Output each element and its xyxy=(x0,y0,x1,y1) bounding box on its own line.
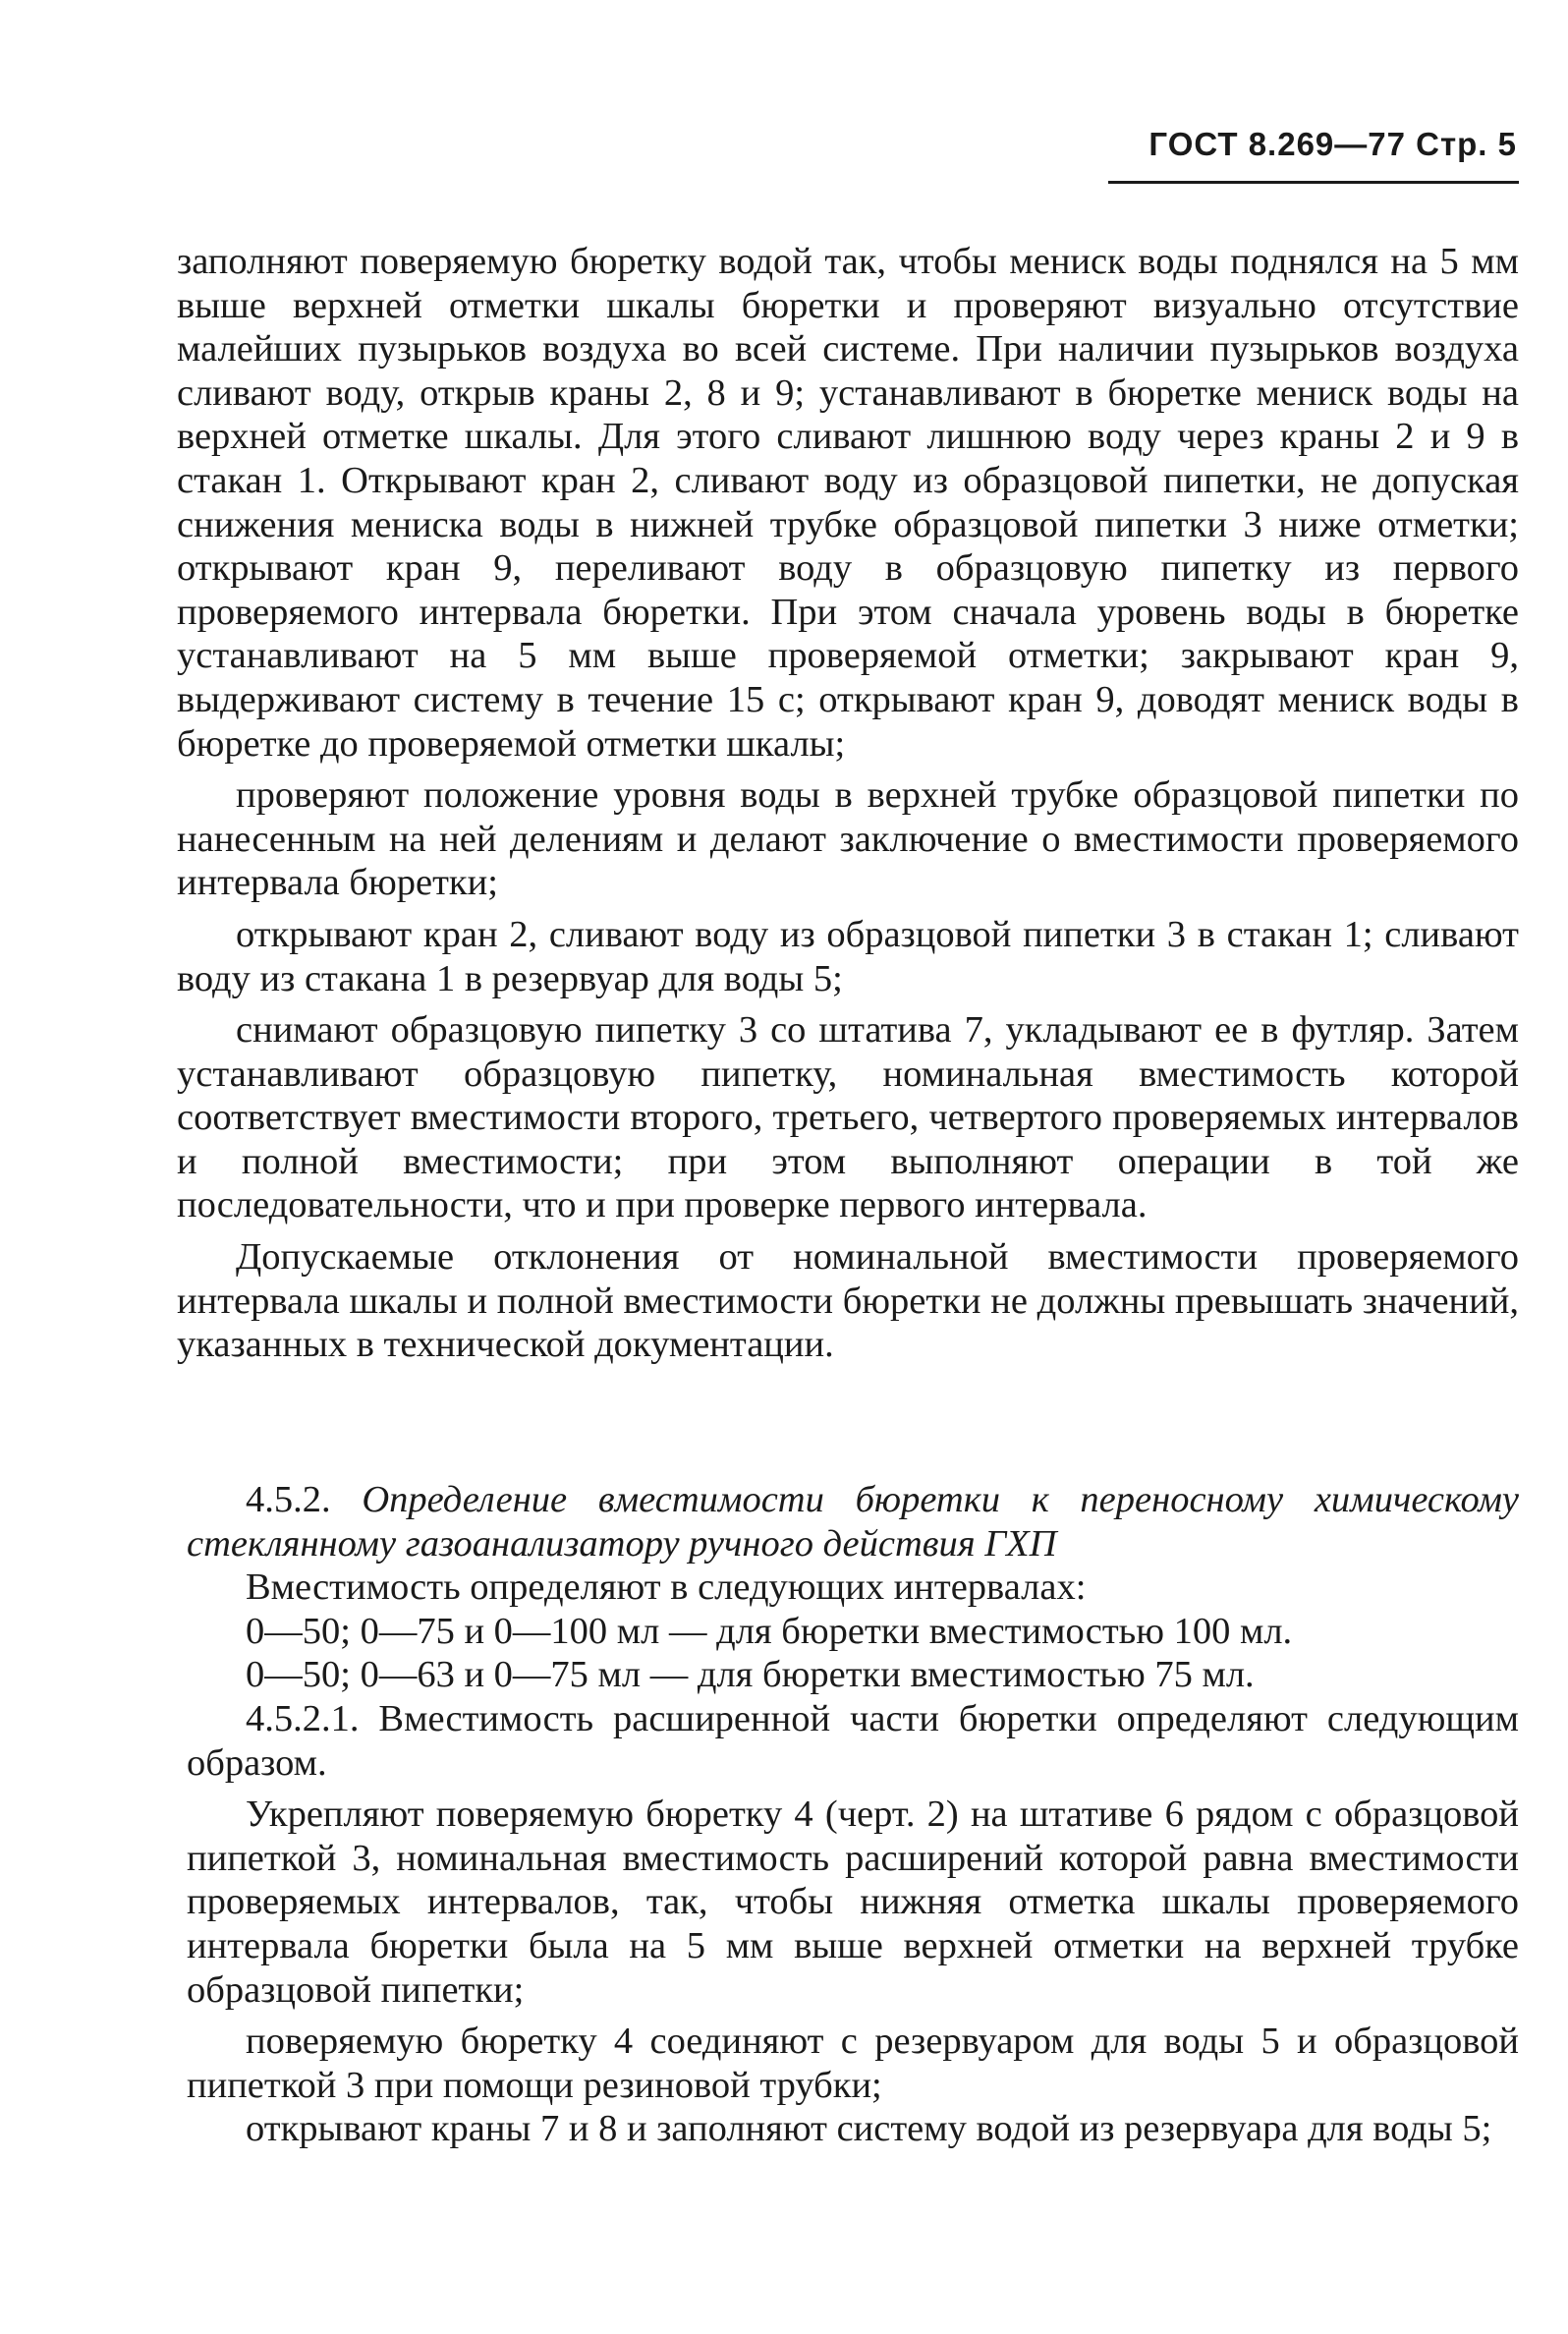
paragraph-7: Вместимость определяют в следующих интервалах: xyxy=(246,1566,1087,1609)
paragraph-8: 0—50; 0—75 и 0—100 мл — для бюретки вместимостью 100 мл. xyxy=(246,1610,1293,1652)
paragraph-3: открывают кран 2, сливают воду из образцовой пипетки 3 в стакан 1; сливают воду из стакана 1 в резервуар для воды 5; xyxy=(177,913,1519,999)
section-heading-4-5-2 xyxy=(187,1478,1519,1565)
section-title: Определение вместимости бюретки к переносному химическому стеклянному газоанализатору ручного действия ГХП xyxy=(187,1479,1519,1565)
page-header: ГОСТ 8.269—77 Стр. 5 xyxy=(1148,126,1517,162)
paragraph-4: снимают образцовую пипетку 3 со штатива 7, укладывают ее в футляр. Затем устанавливают образцовую пипетку, номинальная вместимость которой соответствует вместимости второго, третьего, четвертого проверяемых интервалов и полной вместимости; при этом выполняют операции в той же последовательности, что и при проверке первого интервала. xyxy=(177,1009,1519,1226)
paragraph-10: 4.5.2.1. Вместимость расширенной части бюретки определяют следующим образом. xyxy=(187,1697,1519,1784)
paragraph-1: заполняют поверяемую бюретку водой так, чтобы мениск воды поднялся на 5 мм выше верхней отметки шкалы бюретки и проверяют визуально отсутствие малейших пузырьков воздуха во всей системе. При наличии пузырьков воздуха сливают воду, открыв краны 2, 8 и 9; устанавливают в бюретке мениск воды на верхней отметке шкалы. Для этого сливают лишнюю воду через краны 2 и 9 в стакан 1. Открывают кран 2, сливают воду из образцовой пипетки, не допуская снижения мениска воды в нижней трубке образцовой пипетки 3 ниже отметки; открывают кран 9, переливают воду в образцовую пипетку из первого проверяемого интервала бюретки. При этом сначала уровень воды в бюретке устанавливают на 5 мм выше проверяемой отметки; закрывают кран 9, выдерживают систему в течение 15 с; открывают кран 9, доводят мениск воды в бюретке до проверяемой отметки шкалы; xyxy=(177,241,1519,765)
header-rule xyxy=(1108,181,1519,184)
paragraph-13: открывают краны 7 и 8 и заполняют систему водой из резервуара для воды 5; xyxy=(246,2108,1492,2150)
paragraph-11: Укрепляют поверяемую бюретку 4 (черт. 2) на штативе 6 рядом с образцовой пипеткой 3, номинальная вместимость расширений которой равна вместимости проверяемых интервалов, так, чтобы нижняя отметка шкалы проверяемого интервала бюретки была на 5 мм выше верхней отметки на верхней трубке образцовой пипетки; xyxy=(187,1793,1519,2011)
paragraph-12: поверяемую бюретку 4 соединяют с резервуаром для воды 5 и образцовой пипеткой 3 при помощи резиновой трубки; xyxy=(187,2021,1519,2106)
body-upper xyxy=(177,240,1519,1367)
section-number: 4.5.2. xyxy=(246,1479,331,1520)
body-lower xyxy=(187,1478,1519,2151)
paragraph-2: проверяют положение уровня воды в верхней трубке образцовой пипетки по нанесенным на ней делениям и делают заключение о вместимости проверяемого интервала бюретки; xyxy=(177,774,1519,904)
paragraph-5: Допускаемые отклонения от номинальной вместимости проверяемого интервала шкалы и полной вместимости бюретки не должны превышать значений, указанных в технической документации. xyxy=(177,1236,1519,1366)
paragraph-9: 0—50; 0—63 и 0—75 мл — для бюретки вместимостью 75 мл. xyxy=(246,1654,1255,1696)
